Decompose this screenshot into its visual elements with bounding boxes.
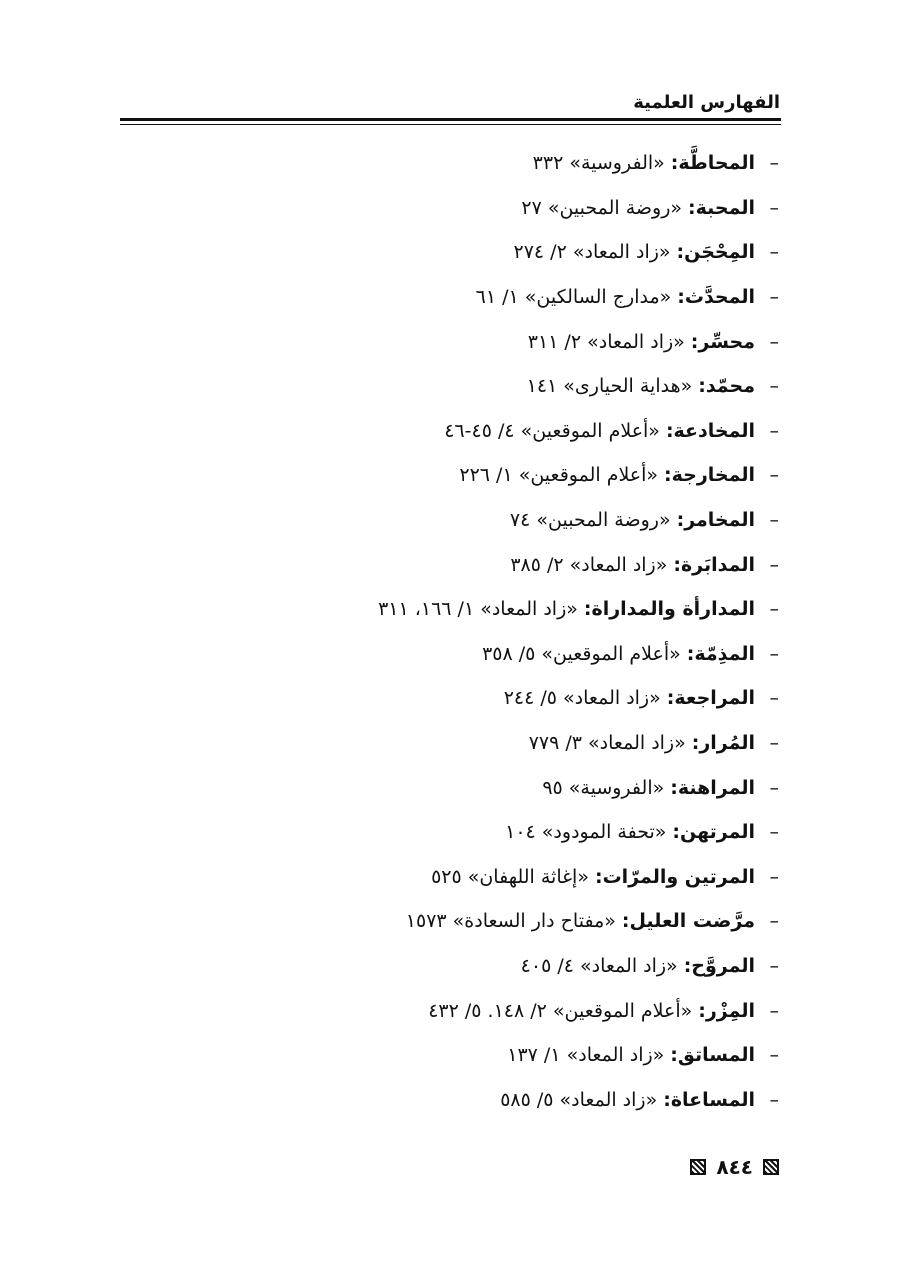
- page-footer: [690, 1155, 779, 1179]
- index-entry: [79, 944, 779, 989]
- entry-dash: –: [769, 241, 779, 264]
- entry-dash: –: [769, 286, 779, 309]
- entry-dash: –: [769, 1088, 779, 1111]
- entry-dash: –: [769, 598, 779, 621]
- entry-dash: –: [769, 999, 779, 1022]
- entry-dash: –: [769, 196, 779, 219]
- entry-dash: –: [769, 509, 779, 532]
- entry-reference: «روضة المحبين» ٢٧: [521, 196, 683, 219]
- entry-term: المحبة:: [688, 196, 755, 219]
- entry-reference: «زاد المعاد» ١/ ١٦٦، ٣١١: [378, 598, 578, 621]
- entry-reference: «روضة المحبين» ٧٤: [509, 509, 671, 532]
- entry-term: المساعاة:: [663, 1088, 755, 1111]
- entry-dash: –: [769, 1044, 779, 1067]
- entry-term: المخادعة:: [665, 419, 755, 442]
- entry-term: المدارأة والمداراة:: [583, 598, 755, 621]
- entry-term: المِزْر:: [698, 999, 755, 1022]
- index-entry: [79, 988, 779, 1033]
- index-entry: [79, 632, 779, 677]
- entry-term: المُرار:: [691, 732, 755, 755]
- entry-dash: –: [769, 821, 779, 844]
- entry-reference: «الفروسية» ٩٥: [542, 776, 665, 799]
- entry-reference: «أعلام الموقعين» ٤/ ٤٥-٤٦: [444, 419, 660, 442]
- ornament-icon: [763, 1159, 779, 1175]
- index-entry: [79, 1077, 779, 1122]
- index-entry: [79, 1033, 779, 1078]
- entry-dash: –: [769, 776, 779, 799]
- entry-term: المخارجة:: [664, 464, 755, 487]
- entry-reference: «زاد المعاد» ٢/ ٣٨٥: [510, 553, 668, 576]
- index-entry: [79, 542, 779, 587]
- index-entry: [79, 855, 779, 900]
- entry-reference: «زاد المعاد» ٢/ ٣١١: [527, 330, 685, 353]
- entry-reference: «مفتاح دار السعادة» ١٥٧٣: [405, 910, 616, 933]
- entry-dash: –: [769, 375, 779, 398]
- entry-reference: «زاد المعاد» ٥/ ٥٨٥: [500, 1088, 658, 1111]
- page-number: ٨٤٤: [716, 1155, 753, 1179]
- entry-term: المروَّح:: [683, 954, 755, 977]
- entry-dash: –: [769, 553, 779, 576]
- entry-reference: «زاد المعاد» ٤/ ٤٠٥: [520, 954, 678, 977]
- header-rule-thick: [120, 118, 781, 121]
- entry-dash: –: [769, 732, 779, 755]
- entry-term: المحدَّث:: [677, 286, 755, 309]
- entry-dash: –: [769, 865, 779, 888]
- index-entry: [79, 230, 779, 275]
- index-entries: [79, 141, 779, 1122]
- header-rule-thin: [120, 124, 781, 125]
- entry-reference: «الفروسية» ٣٣٢: [532, 152, 665, 175]
- entry-term: المذِمّة:: [686, 642, 755, 665]
- entry-reference: «أعلام الموقعين» ٢/ ١٤٨. ٥/ ٤٣٢: [428, 999, 693, 1022]
- entry-term: مرَّضت العليل:: [621, 910, 755, 933]
- entry-reference: «زاد المعاد» ٢/ ٢٧٤: [513, 241, 671, 264]
- entry-term: المراهنة:: [670, 776, 755, 799]
- entry-reference: «مدارج السالكين» ١/ ٦١: [475, 286, 672, 309]
- entry-term: محسِّر:: [690, 330, 755, 353]
- entry-term: المِحْجَن:: [676, 241, 755, 264]
- index-entry: [79, 364, 779, 409]
- index-entry: [79, 409, 779, 454]
- index-entry: [79, 453, 779, 498]
- entry-reference: «زاد المعاد» ١/ ١٣٧: [507, 1044, 665, 1067]
- entry-reference: «زاد المعاد» ٣/ ٧٧٩: [528, 732, 686, 755]
- entry-reference: «زاد المعاد» ٥/ ٢٤٤: [503, 687, 661, 710]
- entry-dash: –: [769, 330, 779, 353]
- ornament-icon: [690, 1159, 706, 1175]
- entry-dash: –: [769, 910, 779, 933]
- entry-reference: «أعلام الموقعين» ٥/ ٣٥٨: [482, 642, 681, 665]
- entry-dash: –: [769, 419, 779, 442]
- entry-reference: «تحفة المودود» ١٠٤: [505, 821, 667, 844]
- index-entry: [79, 810, 779, 855]
- entry-term: محمّد:: [698, 375, 755, 398]
- entry-reference: «هداية الحيارى» ١٤١: [526, 375, 693, 398]
- entry-term: المحاطَّة:: [670, 152, 755, 175]
- entry-dash: –: [769, 687, 779, 710]
- index-entry: [79, 899, 779, 944]
- index-entry: [79, 721, 779, 766]
- index-entry: [79, 676, 779, 721]
- index-entry: [79, 186, 779, 231]
- index-entry: [79, 141, 779, 186]
- entry-term: المرتهن:: [672, 821, 755, 844]
- entry-dash: –: [769, 954, 779, 977]
- index-entry: [79, 498, 779, 543]
- entry-reference: «أعلام الموقعين» ١/ ٢٢٦: [459, 464, 659, 487]
- header-title: الفهارس العلمية: [633, 92, 780, 113]
- index-entry: [79, 765, 779, 810]
- entry-term: المرتين والمرّات:: [594, 865, 755, 888]
- index-entry: [79, 587, 779, 632]
- index-entry: [79, 275, 779, 320]
- entry-term: المدابَرة:: [673, 553, 755, 576]
- entry-term: المخامر:: [676, 509, 755, 532]
- entry-dash: –: [769, 152, 779, 175]
- entry-term: المساتق:: [670, 1044, 755, 1067]
- entry-dash: –: [769, 642, 779, 665]
- entry-dash: –: [769, 464, 779, 487]
- entry-reference: «إغاثة اللهفان» ٥٢٥: [431, 865, 589, 888]
- index-entry: [79, 319, 779, 364]
- entry-term: المراجعة:: [666, 687, 755, 710]
